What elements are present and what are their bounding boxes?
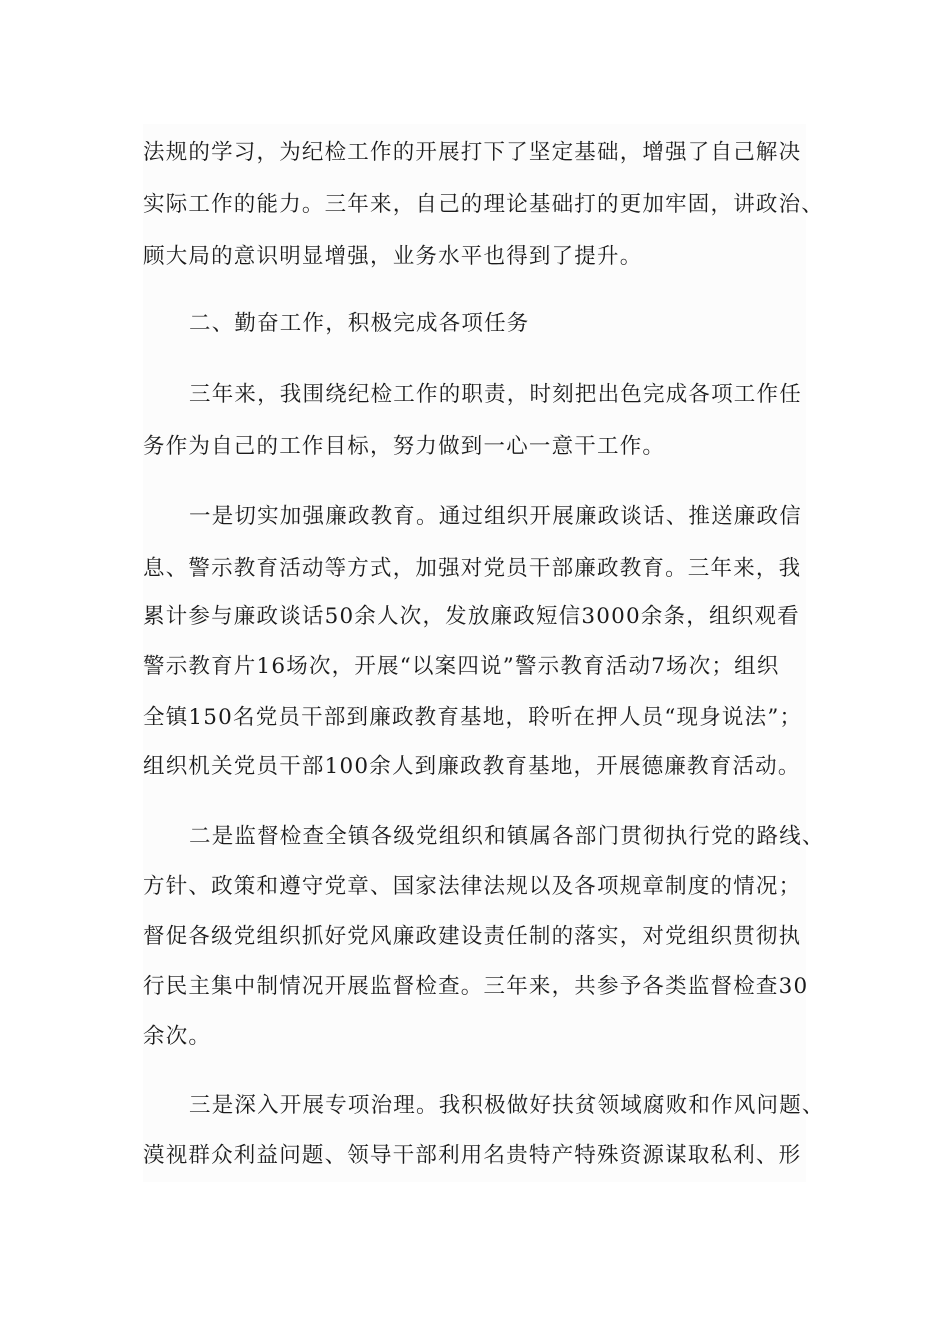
document-text-block — [143, 124, 825, 1182]
paragraph-3-line-1: 一是切实加强廉政教育。通过组织开展廉政谈话、推送廉政信 — [189, 504, 802, 529]
paragraph-5-line-2: 漠视群众利益问题、领导干部利用名贵特产特殊资源谋取私利、形 — [143, 1143, 802, 1168]
paragraph-2-line-1: 三年来，我围绕纪检工作的职责，时刻把出色完成各项工作任 — [189, 382, 802, 407]
paragraph-4-line-4: 行民主集中制情况开展监督检查。三年来，共参予各类监督检查30 — [143, 974, 809, 999]
paragraph-1-line-3: 顾大局的意识明显增强，业务水平也得到了提升。 — [143, 244, 643, 269]
paragraph-4-line-2: 方针、政策和遵守党章、国家法律法规以及各项规章制度的情况； — [143, 874, 802, 899]
paragraph-3-line-3: 累计参与廉政谈话50余人次，发放廉政短信3000余条，组织观看 — [143, 604, 800, 629]
paragraph-5-line-1: 三是深入开展专项治理。我积极做好扶贫领域腐败和作风问题、 — [189, 1093, 825, 1118]
paragraph-3-line-6: 组织机关党员干部100余人到廉政教育基地，开展德廉教育活动。 — [143, 754, 801, 779]
paragraph-3-line-5: 全镇150名党员干部到廉政教育基地，聆听在押人员“现身说法”； — [143, 705, 803, 730]
paragraph-4-line-5: 余次。 — [143, 1024, 212, 1049]
paragraph-3-line-4: 警示教育片16场次，开展“以案四说”警示教育活动7场次；组织 — [143, 654, 780, 679]
paragraph-3-line-2: 息、警示教育活动等方式，加强对党员干部廉政教育。三年来，我 — [143, 556, 802, 581]
paragraph-1-line-2: 实际工作的能力。三年来，自己的理论基础打的更加牢固，讲政治、 — [143, 192, 825, 217]
paragraph-4-line-1: 二是监督检查全镇各级党组织和镇属各部门贯彻执行党的路线、 — [189, 824, 825, 849]
section-heading-2: 二、勤奋工作，积极完成各项任务 — [189, 311, 530, 336]
paragraph-1-line-1: 法规的学习，为纪检工作的开展打下了坚定基础，增强了自己解决 — [143, 140, 802, 165]
paragraph-2-line-2: 务作为自己的工作目标，努力做到一心一意干工作。 — [143, 434, 666, 459]
paragraph-4-line-3: 督促各级党组织抓好党风廉政建设责任制的落实，对党组织贯彻执 — [143, 924, 802, 949]
